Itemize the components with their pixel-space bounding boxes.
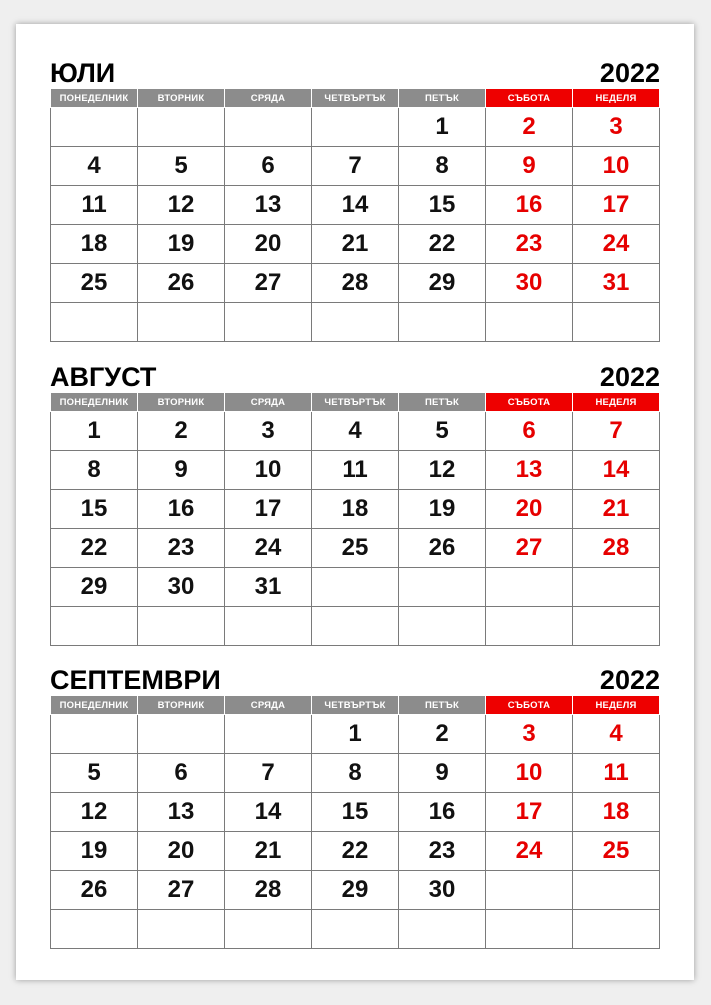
weekday-header: НЕДЕЛЯ: [573, 89, 660, 108]
day-cell: 10: [486, 754, 573, 793]
day-cell: 18: [312, 490, 399, 529]
day-cell: 1: [312, 715, 399, 754]
day-cell: 29: [51, 568, 138, 607]
week-row: [51, 568, 660, 607]
day-cell: 27: [138, 871, 225, 910]
day-cell: [138, 910, 225, 949]
day-cell: 11: [573, 754, 660, 793]
day-cell: [225, 108, 312, 147]
day-cell: 5: [51, 754, 138, 793]
day-cell: 28: [312, 264, 399, 303]
month-block-september: [50, 665, 660, 949]
day-cell: 18: [51, 225, 138, 264]
day-cell: 2: [399, 715, 486, 754]
weekday-header: ВТОРНИК: [138, 393, 225, 412]
week-row: [51, 607, 660, 646]
day-cell: 24: [486, 832, 573, 871]
weekday-header: ПЕТЪК: [399, 696, 486, 715]
day-cell: 7: [312, 147, 399, 186]
day-cell: 11: [312, 451, 399, 490]
day-cell: 21: [225, 832, 312, 871]
day-cell: 14: [573, 451, 660, 490]
day-cell: 13: [138, 793, 225, 832]
day-cell: [312, 303, 399, 342]
day-cell: [573, 303, 660, 342]
month-title: СЕПТЕМВРИ: [50, 665, 221, 695]
day-cell: [312, 607, 399, 646]
day-cell: 15: [312, 793, 399, 832]
day-cell: 18: [573, 793, 660, 832]
week-row: [51, 490, 660, 529]
day-cell: 9: [138, 451, 225, 490]
month-grid: [50, 695, 660, 949]
week-row: [51, 264, 660, 303]
day-cell: 9: [399, 754, 486, 793]
day-cell: 17: [225, 490, 312, 529]
day-cell: 19: [399, 490, 486, 529]
day-cell: 10: [573, 147, 660, 186]
day-cell: 30: [138, 568, 225, 607]
day-cell: 15: [51, 490, 138, 529]
day-cell: 24: [573, 225, 660, 264]
day-cell: [51, 303, 138, 342]
day-cell: [573, 910, 660, 949]
week-row: [51, 412, 660, 451]
day-cell: 2: [138, 412, 225, 451]
weekday-header: ПОНЕДЕЛНИК: [51, 393, 138, 412]
day-cell: 17: [573, 186, 660, 225]
day-cell: 8: [51, 451, 138, 490]
day-cell: 1: [51, 412, 138, 451]
day-cell: 13: [486, 451, 573, 490]
day-cell: 16: [399, 793, 486, 832]
day-cell: 6: [225, 147, 312, 186]
day-cell: 26: [138, 264, 225, 303]
day-cell: [51, 715, 138, 754]
day-cell: [573, 568, 660, 607]
weekday-header: СРЯДА: [225, 89, 312, 108]
day-cell: 1: [399, 108, 486, 147]
day-cell: 26: [399, 529, 486, 568]
day-cell: 25: [573, 832, 660, 871]
day-cell: [138, 607, 225, 646]
month-title: АВГУСТ: [50, 362, 157, 392]
day-cell: 29: [399, 264, 486, 303]
day-cell: [138, 303, 225, 342]
day-cell: 25: [51, 264, 138, 303]
day-cell: 11: [51, 186, 138, 225]
day-cell: 5: [399, 412, 486, 451]
week-row: [51, 832, 660, 871]
week-row: [51, 529, 660, 568]
weekday-header-row: [51, 89, 660, 108]
month-header: [50, 665, 660, 695]
day-cell: [312, 108, 399, 147]
weekday-header: ПОНЕДЕЛНИК: [51, 696, 138, 715]
day-cell: 15: [399, 186, 486, 225]
day-cell: 24: [225, 529, 312, 568]
day-cell: [399, 568, 486, 607]
day-cell: 8: [399, 147, 486, 186]
day-cell: [51, 108, 138, 147]
day-cell: [225, 715, 312, 754]
day-cell: 5: [138, 147, 225, 186]
weekday-header: НЕДЕЛЯ: [573, 696, 660, 715]
week-row: [51, 186, 660, 225]
day-cell: 4: [312, 412, 399, 451]
month-title: ЮЛИ: [50, 58, 116, 88]
day-cell: 23: [138, 529, 225, 568]
week-row: [51, 225, 660, 264]
day-cell: [486, 303, 573, 342]
day-cell: 25: [312, 529, 399, 568]
day-cell: [399, 910, 486, 949]
day-cell: [573, 607, 660, 646]
month-year: 2022: [599, 58, 660, 88]
day-cell: 22: [312, 832, 399, 871]
day-cell: 22: [399, 225, 486, 264]
day-cell: 12: [399, 451, 486, 490]
day-cell: [399, 607, 486, 646]
day-cell: 2: [486, 108, 573, 147]
day-cell: [138, 715, 225, 754]
weekday-header: СЪБОТА: [486, 696, 573, 715]
day-cell: 14: [312, 186, 399, 225]
day-cell: 20: [225, 225, 312, 264]
month-grid: [50, 88, 660, 342]
day-cell: 3: [225, 412, 312, 451]
day-cell: 31: [573, 264, 660, 303]
week-row: [51, 910, 660, 949]
day-cell: 12: [51, 793, 138, 832]
weekday-header: ПЕТЪК: [399, 89, 486, 108]
day-cell: [486, 910, 573, 949]
day-cell: [225, 303, 312, 342]
weekday-header: ПОНЕДЕЛНИК: [51, 89, 138, 108]
day-cell: 7: [225, 754, 312, 793]
day-cell: [51, 607, 138, 646]
weekday-header: ВТОРНИК: [138, 89, 225, 108]
day-cell: [486, 871, 573, 910]
month-year: 2022: [599, 665, 660, 695]
weekday-header: СРЯДА: [225, 393, 312, 412]
day-cell: [486, 568, 573, 607]
day-cell: 3: [486, 715, 573, 754]
day-cell: 19: [51, 832, 138, 871]
day-cell: 29: [312, 871, 399, 910]
day-cell: 14: [225, 793, 312, 832]
day-cell: 12: [138, 186, 225, 225]
month-grid: [50, 392, 660, 646]
week-row: [51, 754, 660, 793]
day-cell: 3: [573, 108, 660, 147]
day-cell: 13: [225, 186, 312, 225]
day-cell: 21: [573, 490, 660, 529]
day-cell: 7: [573, 412, 660, 451]
day-cell: 27: [225, 264, 312, 303]
day-cell: 30: [486, 264, 573, 303]
day-cell: [399, 303, 486, 342]
week-row: [51, 147, 660, 186]
weekday-header: СЪБОТА: [486, 89, 573, 108]
day-cell: 27: [486, 529, 573, 568]
day-cell: 6: [486, 412, 573, 451]
day-cell: 8: [312, 754, 399, 793]
weekday-header: ЧЕТВЪРТЪК: [312, 89, 399, 108]
day-cell: [138, 108, 225, 147]
week-row: [51, 451, 660, 490]
day-cell: 30: [399, 871, 486, 910]
day-cell: [225, 910, 312, 949]
day-cell: 4: [573, 715, 660, 754]
week-row: [51, 871, 660, 910]
week-row: [51, 715, 660, 754]
day-cell: 6: [138, 754, 225, 793]
weekday-header-row: [51, 393, 660, 412]
day-cell: 23: [399, 832, 486, 871]
day-cell: [312, 910, 399, 949]
day-cell: 22: [51, 529, 138, 568]
weekday-header: ПЕТЪК: [399, 393, 486, 412]
day-cell: 28: [225, 871, 312, 910]
day-cell: [51, 910, 138, 949]
day-cell: 20: [138, 832, 225, 871]
day-cell: 23: [486, 225, 573, 264]
day-cell: [486, 607, 573, 646]
day-cell: 31: [225, 568, 312, 607]
day-cell: 28: [573, 529, 660, 568]
day-cell: 21: [312, 225, 399, 264]
day-cell: 9: [486, 147, 573, 186]
day-cell: 17: [486, 793, 573, 832]
day-cell: 20: [486, 490, 573, 529]
day-cell: 26: [51, 871, 138, 910]
weekday-header: ЧЕТВЪРТЪК: [312, 696, 399, 715]
month-block-august: [50, 362, 660, 646]
day-cell: 4: [51, 147, 138, 186]
month-header: [50, 58, 660, 88]
day-cell: [225, 607, 312, 646]
week-row: [51, 303, 660, 342]
day-cell: [573, 871, 660, 910]
weekday-header-row: [51, 696, 660, 715]
weekday-header: ЧЕТВЪРТЪК: [312, 393, 399, 412]
week-row: [51, 108, 660, 147]
weekday-header: СЪБОТА: [486, 393, 573, 412]
day-cell: 19: [138, 225, 225, 264]
month-block-july: [50, 58, 660, 342]
month-header: [50, 362, 660, 392]
weekday-header: НЕДЕЛЯ: [573, 393, 660, 412]
month-year: 2022: [599, 362, 660, 392]
day-cell: 16: [138, 490, 225, 529]
day-cell: 16: [486, 186, 573, 225]
weekday-header: СРЯДА: [225, 696, 312, 715]
day-cell: 10: [225, 451, 312, 490]
day-cell: [312, 568, 399, 607]
weekday-header: ВТОРНИК: [138, 696, 225, 715]
week-row: [51, 793, 660, 832]
